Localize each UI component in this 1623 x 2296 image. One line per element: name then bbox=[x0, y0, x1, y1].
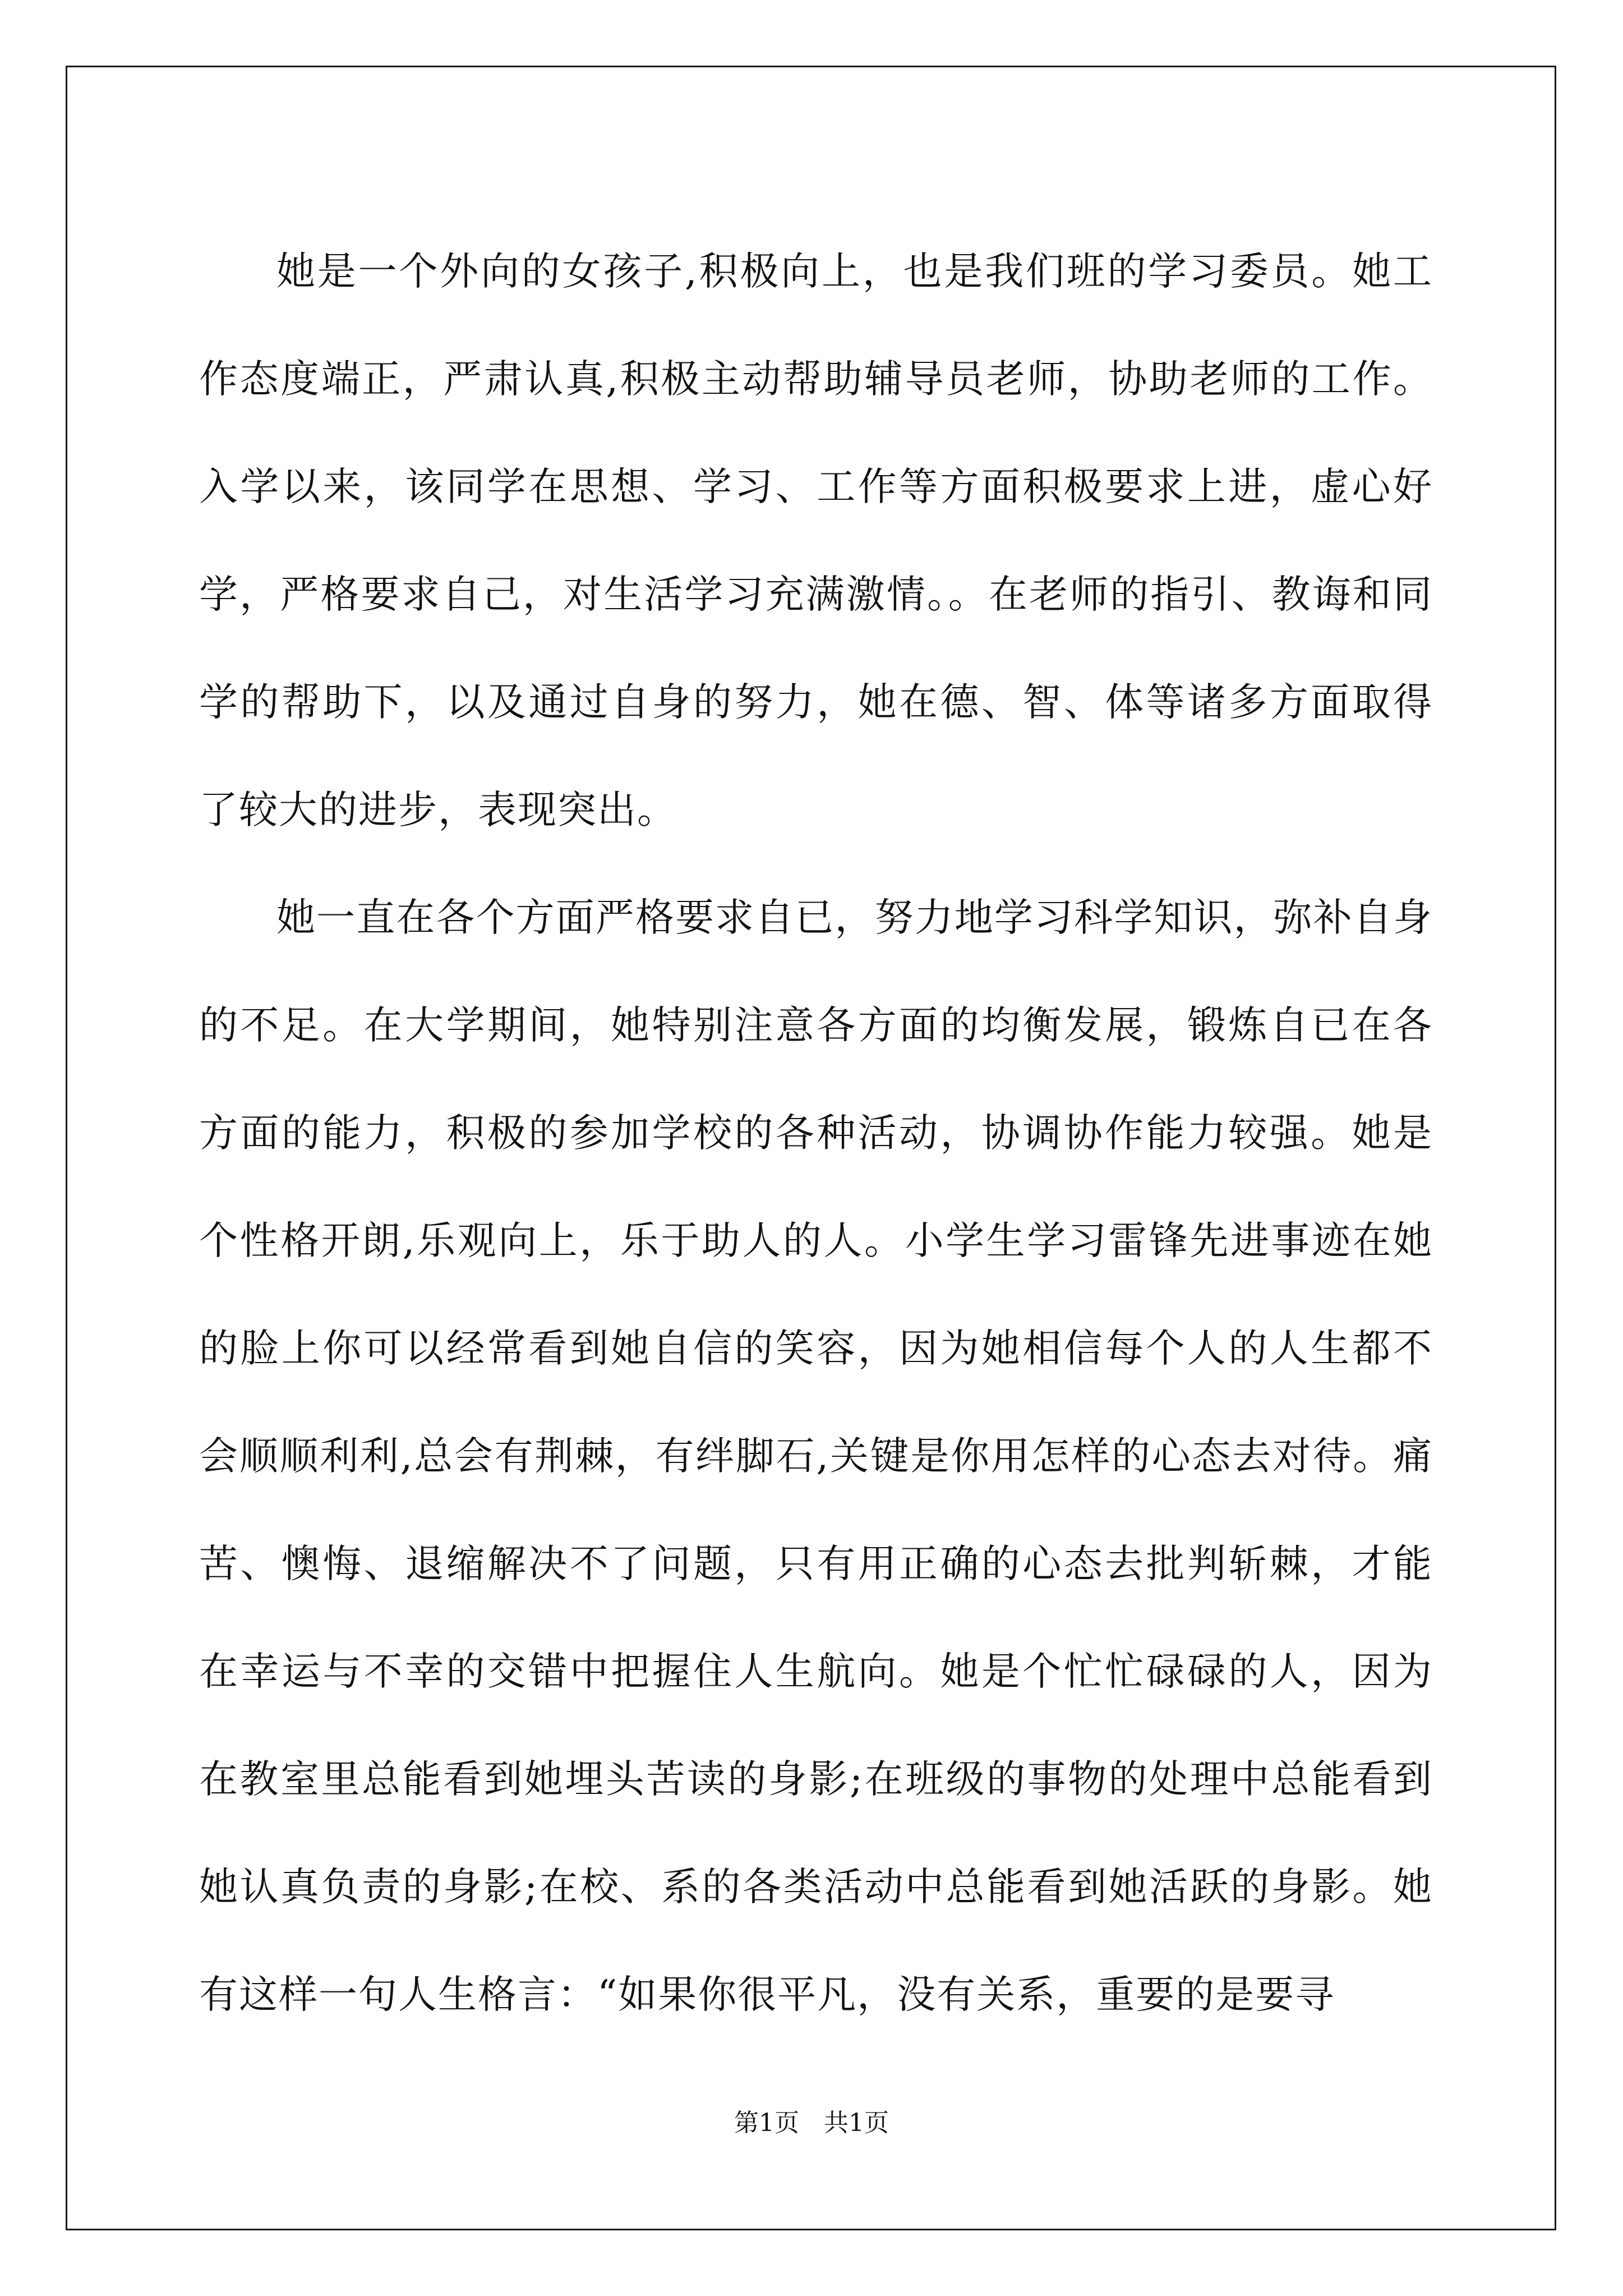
document-body bbox=[199, 218, 1433, 2049]
page-footer bbox=[0, 2106, 1623, 2140]
page-number-total: 共1页 bbox=[824, 2109, 889, 2137]
paragraph-2: 她一直在各个方面严格要求自已，努力地学习科学知识，弥补自身的不足。在大学期间，她特别注意各方面的均衡发展，锻炼自已在各方面的能力，积极的参加学校的各种活动，协调协作能力较强。她是个性格开朗,乐观向上，乐于助人的人。小学生学习雷锋先进事迹在她的脸上你可以经常看到她自信的笑容，因为她相信每个人的人生都不会顺顺利利,总会有荆棘，有绊脚石,关键是你用怎样的心态去对待。痛苦、懊悔、退缩解决不了问题，只有用正确的心态去批判斩棘，才能在幸运与不幸的交错中把握住人生航向。她是个忙忙碌碌的人，因为在教室里总能看到她埋头苦读的身影;在班级的事物的处理中总能看到她认真负责的身影;在校、系的各类活动中总能看到她活跃的身影。她有这样一句人生格言：“如果你很平凡，没有关系，重要的是要寻 bbox=[199, 895, 1433, 2017]
paragraph-1: 她是一个外向的女孩子,积极向上，也是我们班的学习委员。她工作态度端正，严肃认真,积极主动帮助辅导员老师，协助老师的工作。入学以来，该同学在思想、学习、工作等方面积极要求上进，虚心好学，严格要求自己，对生活学习充满激情。。在老师的指引、教诲和同学的帮助下，以及通过自身的努力，她在德、智、体等诸多方面取得了较大的进步，表现突出。 bbox=[199, 249, 1433, 832]
page-number-current: 第1页 bbox=[734, 2109, 799, 2137]
